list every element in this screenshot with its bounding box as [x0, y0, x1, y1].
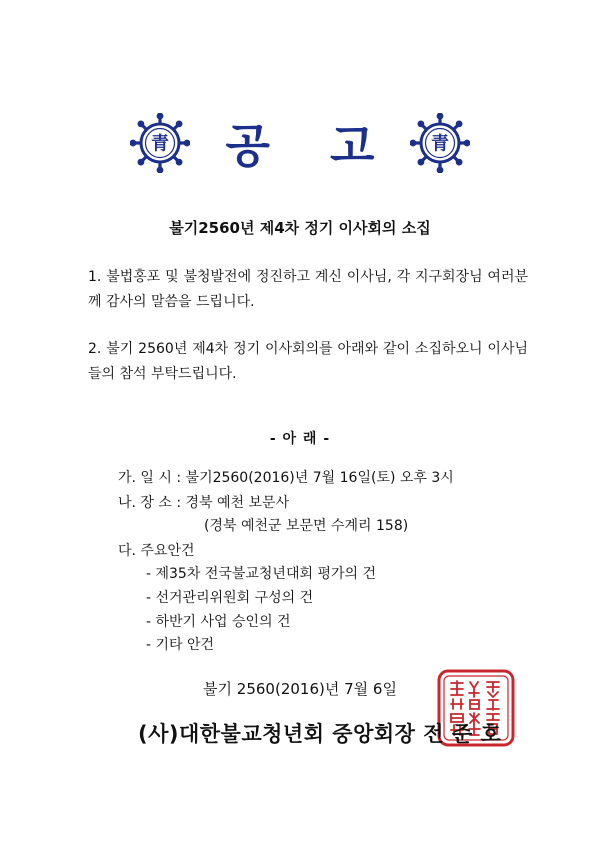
emblem-char: 青 [431, 133, 450, 155]
detail-date: 가. 일 시 : 불기2560(2016)년 7월 16일(토) 오후 3시 [118, 470, 454, 486]
agenda-item: - 제35차 전국불교청년대회 평가의 건 [146, 566, 377, 582]
heading [0, 108, 600, 178]
notice-label: - 아 래 - [269, 431, 331, 447]
organization-signature: (사)대한불교청년회 중앙회장 전 준 호 [138, 722, 502, 746]
emblem-char: 青 [150, 133, 169, 155]
subject-line: 불기2560년 제4차 정기 이사회의 소집 [169, 219, 431, 237]
agenda-label: 다. 주요안건 [118, 543, 195, 559]
agenda-item: - 선거관리위원회 구성의 건 [146, 590, 314, 606]
detail-address: (경북 예천군 보문면 수계리 158) [204, 518, 409, 534]
paragraph-2: 2. 불기 2560년 제4차 정기 이사회의를 아래와 같이 소집하오니 이사님들의 참석 부탁드립니다. [88, 341, 528, 382]
paragraph-1: 1. 불법홍포 및 불청발전에 정진하고 계신 이사님, 각 지구회장님 여러분께 감사의 말씀을 드립니다. [88, 269, 528, 310]
issue-date: 불기 2560(2016)년 7월 6일 [203, 680, 397, 698]
agenda-item: - 기타 안건 [146, 637, 215, 653]
page-title: 공 고 [225, 119, 397, 173]
agenda-item: - 하반기 사업 승인의 건 [146, 614, 291, 630]
wheel-emblem-icon [130, 113, 190, 173]
wheel-emblem-icon [410, 113, 470, 173]
detail-place: 나. 장 소 : 경북 예천 보문사 [118, 495, 290, 511]
